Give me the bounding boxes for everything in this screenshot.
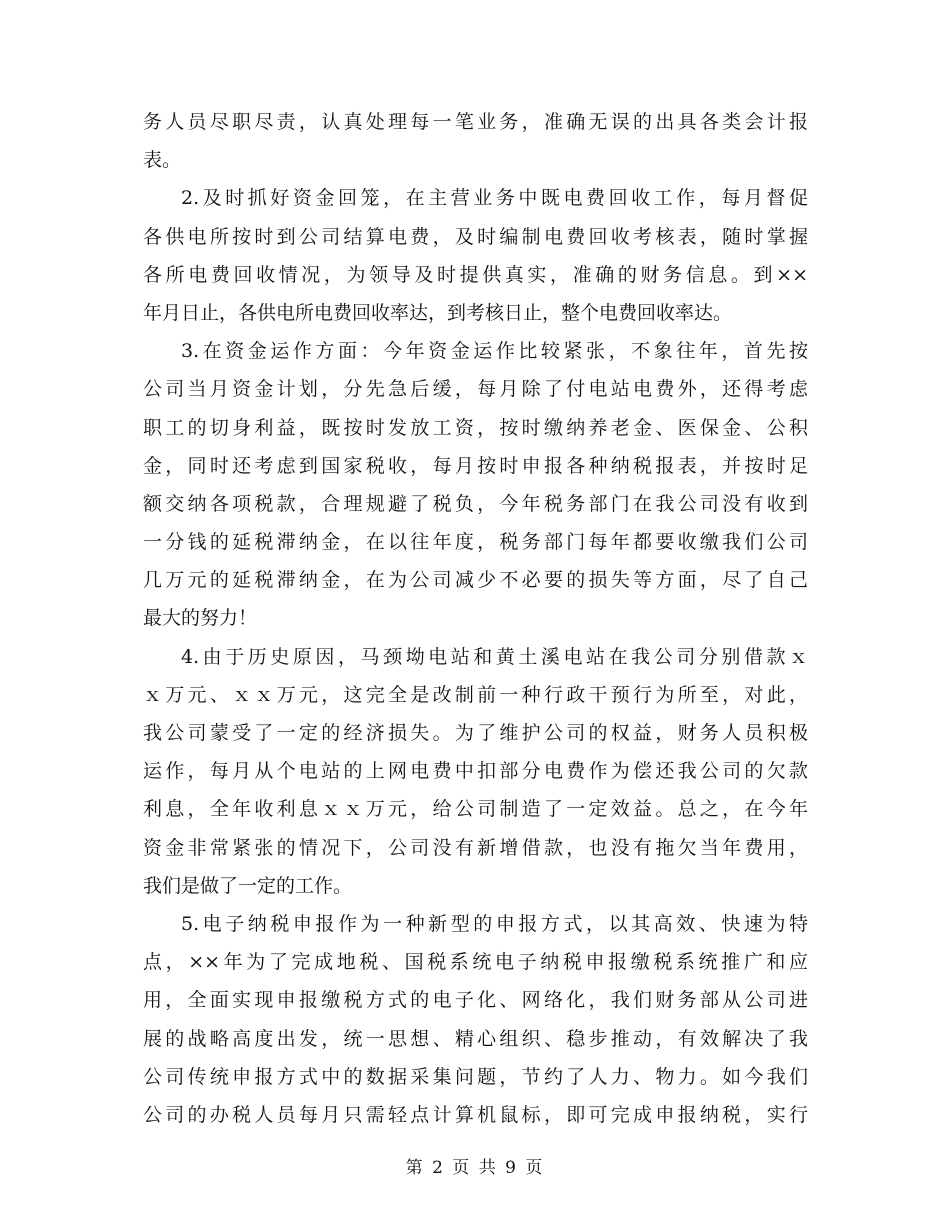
text-line: 资金非常紧张的情况下，公司没有新增借款，也没有拖欠当年费用， <box>143 836 808 859</box>
text-line: 表。 <box>143 149 182 172</box>
text-line: 运作，每月从个电站的上网电费中扣部分电费作为偿还我公司的欠款 <box>143 760 808 783</box>
text-line: 金，同时还考虑到国家税收，每月按时申报各种纳税报表，并按时足 <box>143 454 808 477</box>
text-line: 我们是做了一定的工作。 <box>143 874 353 897</box>
text-line: 公司当月资金计划，分先急后缓，每月除了付电站电费外，还得考虑 <box>143 378 808 401</box>
text-line: 年月日止，各供电所电费回收率达，到考核日止，整个电费回收率达。 <box>143 301 733 324</box>
text-line: 用，全面实现申报缴税方式的电子化、网络化，我们财务部从公司进 <box>143 989 808 1012</box>
text-line: 最大的努力！ <box>143 607 258 630</box>
text-line: 公司的办税人员每月只需轻点计算机鼠标，即可完成申报纳税，实行 <box>143 1103 808 1126</box>
text-line: 职工的切身利益，既按时发放工资，按时缴纳养老金、医保金、公积 <box>143 416 808 439</box>
page-number-footer: 第 2 页 共 9 页 <box>405 1158 545 1178</box>
text-line: 额交纳各项税款，合理规避了税负，今年税务部门在我公司没有收到 <box>143 492 808 515</box>
text-line: 各所电费回收情况，为领导及时提供真实，准确的财务信息。到×× <box>143 263 808 286</box>
paragraph-2-start: 2.及时抓好资金回笼，在主营业务中既电费回收工作，每月督促 <box>181 187 808 210</box>
body-text <box>143 103 808 1134</box>
text-line: ｘ万元、ｘｘ万元，这完全是改制前一种行政干预行为所至，对此， <box>143 683 808 706</box>
text-line: 几万元的延税滞纳金，在为公司减少不必要的损失等方面，尽了自己 <box>143 569 808 592</box>
text-line: 各供电所按时到公司结算电费，及时编制电费回收考核表，随时掌握 <box>143 225 808 248</box>
paragraph-5-start: 5.电子纳税申报作为一种新型的申报方式，以其高效、快速为特 <box>181 912 808 935</box>
paragraph-4-start: 4.由于历史原因，马颈坳电站和黄土溪电站在我公司分别借款ｘ <box>181 645 808 668</box>
text-line: 点，××年为了完成地税、国税系统电子纳税申报缴税系统推广和应 <box>143 951 808 974</box>
text-line: 务人员尽职尽责，认真处理每一笔业务，准确无误的出具各类会计报 <box>143 111 808 133</box>
paragraph-3-start: 3.在资金运作方面：今年资金运作比较紧张，不象往年，首先按 <box>181 340 808 363</box>
text-line: 展的战略高度出发，统一思想、精心组织、稳步推动，有效解决了我 <box>143 1027 808 1050</box>
text-line: 一分钱的延税滞纳金，在以往年度，税务部门每年都要收缴我们公司 <box>143 531 808 554</box>
text-line: 公司传统申报方式中的数据采集问题，节约了人力、物力。如今我们 <box>143 1065 808 1088</box>
text-line: 我公司蒙受了一定的经济损失。为了维护公司的权益，财务人员积极 <box>143 722 808 744</box>
text-line: 利息，全年收利息ｘｘ万元，给公司制造了一定效益。总之，在今年 <box>143 798 808 821</box>
